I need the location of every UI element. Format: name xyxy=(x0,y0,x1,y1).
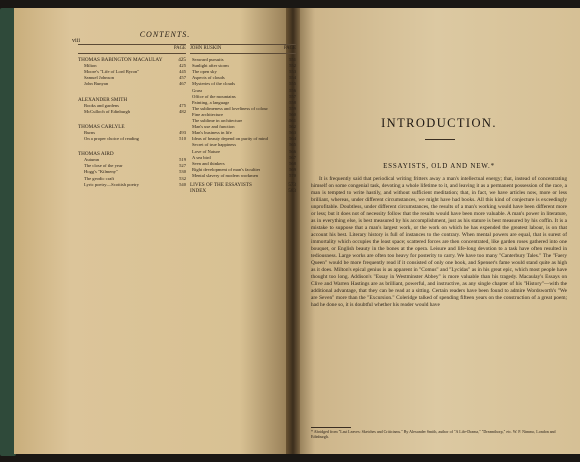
entry-page: 553 xyxy=(289,69,296,75)
entry-title: Burns xyxy=(84,129,95,135)
chapter-title: INTRODUCTION. xyxy=(381,116,497,130)
entry-title: Painting, a language xyxy=(192,99,230,105)
running-head: CONTENTS. xyxy=(139,30,191,39)
contents-entry xyxy=(190,173,296,179)
entry-title: The sublimeness and loveliness of colour xyxy=(192,105,268,111)
entry-page: 562 xyxy=(289,124,296,130)
page-label: PAGE xyxy=(173,46,186,51)
left-column-header xyxy=(78,44,186,54)
entry-title: THOMAS AIRD xyxy=(78,151,114,158)
entry-page: 559 xyxy=(289,105,296,111)
entry-page: 425 xyxy=(178,57,186,64)
contents-entry xyxy=(78,182,186,188)
entry-page: 573 xyxy=(288,181,296,188)
entry-page: 482 xyxy=(179,108,186,114)
entry-page: 560 xyxy=(289,111,296,117)
footnote-rule xyxy=(311,427,351,428)
author-heading: JOHN RUSKIN xyxy=(190,46,222,51)
entry-page: 493 xyxy=(179,129,186,135)
entry-page: 555 xyxy=(289,81,296,87)
contents-part xyxy=(190,188,296,194)
entry-title: Autumn xyxy=(84,157,100,163)
entry-title: Moore's "Life of Lord Byron" xyxy=(84,69,140,75)
entry-page: 445 xyxy=(179,69,186,75)
entry-title: Man's business in life xyxy=(192,130,232,136)
entry-title: Seaward pursuits xyxy=(192,57,224,63)
entry-page: 561 xyxy=(289,118,296,124)
entry-title: THOMAS BABINGTON MACAULAY xyxy=(78,57,163,64)
entry-page: 475 xyxy=(179,102,186,108)
entry-title: Man's use and function xyxy=(192,124,235,130)
entry-page: 540 xyxy=(179,181,186,187)
entry-page: 567 xyxy=(289,154,296,160)
entry-title: Ideas of beauty depend on purity of mind xyxy=(192,136,268,142)
entry-page: 467 xyxy=(179,81,186,87)
entry-page: 563 xyxy=(289,130,296,136)
entry-title: ALEXANDER SMITH xyxy=(78,96,128,103)
page-number: viii xyxy=(72,38,81,44)
entry-page: 457 xyxy=(179,75,186,81)
entry-title: Hogg's "Kilmeny" xyxy=(84,169,118,175)
entry-title: On a proper choice of reading xyxy=(84,136,139,142)
entry-page: 557 xyxy=(289,93,296,99)
contents-entries xyxy=(190,57,296,179)
entry-page: 565 xyxy=(289,142,296,148)
entry-title: The open sky xyxy=(192,69,217,75)
entry-title: Seen and thinkers xyxy=(192,160,225,166)
entry-page: 554 xyxy=(289,75,296,81)
entry-title: A sea bird xyxy=(192,154,211,160)
title-rule xyxy=(425,139,455,140)
contents-section xyxy=(78,124,186,142)
entry-title: INDEX xyxy=(190,188,207,195)
entry-page: 568 xyxy=(289,160,296,166)
entry-page: 552 xyxy=(289,63,296,69)
entry-title: Milton xyxy=(84,63,97,69)
contents-section xyxy=(78,151,186,188)
contents-left-column xyxy=(78,44,186,197)
entry-title: Office of the mountains xyxy=(192,93,236,99)
entry-page: 532 xyxy=(179,175,186,181)
entry-title: Grass xyxy=(192,87,203,93)
entry-page: 527 xyxy=(179,163,186,169)
entry-title: Right development of man's faculties xyxy=(192,166,261,172)
entry-page: 564 xyxy=(289,136,296,142)
contents-section xyxy=(78,97,186,115)
entry-page: 566 xyxy=(289,148,296,154)
entry-title: Books and gardens xyxy=(84,102,119,108)
entry-title: Fine architecture xyxy=(192,111,223,117)
entry-title: Mental slavery of modern workmen xyxy=(192,172,259,178)
footnote: * Abridged from "Last Leaves: Sketches and Criticisms." By Alexander Smith, author of "A Life-Drama," "Dreamthorp," etc. W. P. Nimmo, London and Edinburgh. xyxy=(311,429,556,439)
body-paragraph: It is frequently said that periodical writing fritters away a man's intellectual energy; that, instead of concentrating himself on some congenial task, devoting a whole lifetime to it, and leaving it as a permanent possession of the race, a man is tempted to write hastily, and without sufficient meditation; that, in fact, we have articles now, more or less brilliant, whereas, under different circumstances, we might have had books. All this kind of conjecture is exceedingly unprofitable. Doubtless, under different circumstances, the results of a man's working would have been different more or less; but it does not of necessity follow that the results would have been more valuable. A man's power in literature, as in everything else, is best measured by his accomplishment, just as his stature is best measured by his coffin. It is a mistake to suppose that a man's largest work, or the work on which he has expended the greatest labour, is on that account his best. Literary history is full of instances to the contrary. When mental powers are equal, that is surest of immortality which occupies the least space; scattered forces are then concentrated, like garden roses gathered into one bouquet, or English beauty in the bones at the opera. Leisure and life-long devotion to a task have often resulted in tediousness. Large works are often too heavy for posterity to carry. We have too many "Canterbury Tales." The "Faery Queen" would be more frequently read if it consisted of only one book, and Spenser's fame would stand quite as high as it does. Milton's epical genius is as apparent in "Comus" and "Lycidas" as in his great epic, which most people have thought too long. Addison's "Essay in Westminster Abbey" is more valuable than his tragedy. Macaulay's Essays on Clive and Warren Hastings are as brilliant, powerful, and instructive, as any single chapter of his "History"—with the additional advantage, that they can be read at a sitting. Certain readers have been found to admire Wordsworth's "We are Seven" more than the "Excursion." Coleridge talked of spending fifteen years on the construction of a great poem; had he done so, it is doubtful whether his reader would have xyxy=(311,176,567,309)
entry-title: Aspects of clouds xyxy=(192,75,225,81)
entry-title: John Bunyan xyxy=(84,81,109,87)
page-label: PAGE xyxy=(283,46,296,51)
body-text xyxy=(311,176,567,386)
contents-entry xyxy=(78,109,186,115)
entry-title: McCulloch of Edinburgh xyxy=(84,108,131,114)
entry-title: Samuel Johnson xyxy=(84,75,114,81)
entry-title: The close of the year xyxy=(84,163,123,169)
entry-title: Sunlight after storm xyxy=(192,63,229,69)
entry-title: Love of Nature xyxy=(192,148,221,154)
entry-page: 551 xyxy=(289,57,296,63)
entry-title: LIVES OF THE ESSAYISTS xyxy=(190,181,252,188)
essay-subtitle: ESSAYISTS, OLD AND NEW.* xyxy=(383,162,495,170)
entry-title: Secret of true happiness xyxy=(192,142,237,148)
contents-section xyxy=(78,57,186,87)
entry-page: 558 xyxy=(289,99,296,105)
entry-page: 425 xyxy=(179,63,186,69)
entry-page: 570 xyxy=(289,172,296,178)
entry-title: The sublime in architecture xyxy=(192,118,243,124)
entry-title: The geodic craft xyxy=(84,175,115,181)
contents-entry xyxy=(78,81,186,87)
contents-right-column xyxy=(190,44,296,194)
entry-page: 583 xyxy=(288,188,296,195)
entry-title: Lyric poetry—Scottish poetry xyxy=(84,181,139,187)
entry-page: 556 xyxy=(289,87,296,93)
entry-page: 530 xyxy=(179,169,186,175)
entry-page: 569 xyxy=(289,166,296,172)
contents-tail xyxy=(190,182,296,194)
entry-title: THOMAS CARLYLE xyxy=(78,123,125,130)
entry-page: 510 xyxy=(179,136,186,142)
contents-entry xyxy=(78,136,186,142)
right-column-header xyxy=(190,44,296,54)
contents-sections xyxy=(78,57,186,188)
entry-title: Mysteries of the clouds xyxy=(192,81,235,87)
entry-page: 519 xyxy=(179,157,186,163)
